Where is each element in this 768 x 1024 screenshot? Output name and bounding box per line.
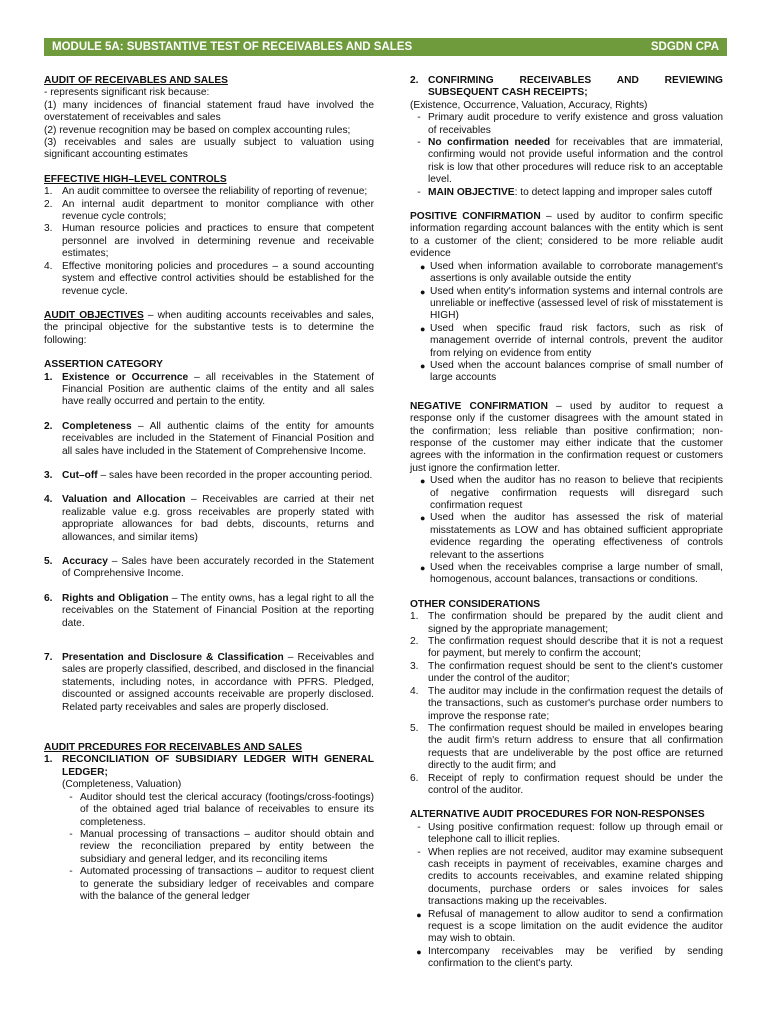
list-item: ● Intercompany receivables may be verified by sending confirmation to the client's party. <box>410 946 723 971</box>
module-title: MODULE 5A: SUBSTANTIVE TEST OF RECEIVABLES AND SALES <box>52 41 413 53</box>
list-item: 5. The confirmation request should be mailed in envelopes bearing the audit firm's return address to ensure that all confirmation requests that are undeliverable by the post office are returned directly to the audit firm; and <box>410 722 723 772</box>
audit-line: - represents significant risk because: <box>44 87 210 99</box>
positive-confirmation-list <box>410 261 723 385</box>
audit-line: (1) many incidences of financial statement fraud have involved the overstatement of receivables and sales <box>44 99 374 124</box>
procedure-1-assertions: (Completeness, Valuation) <box>62 779 182 791</box>
list-item: 2. An internal audit department to monitor compliance with other revenue cycle controls; <box>44 198 374 223</box>
list-item: 1. The confirmation should be prepared by the audit client and signed by the appropriate management; <box>410 611 723 635</box>
list-item: - No confirmation needed for receivables that are immaterial, confirming would not provide useful information and the control risk is low that other procedures will reduce risk to an acceptable level. <box>417 137 723 186</box>
positive-confirmation-paragraph: POSITIVE CONFIRMATION – used by auditor to confirm specific information regarding account balances with the entity which is sent to a customer of the client; considered to be more reliable audit evidence <box>410 211 724 260</box>
page-header-bar <box>44 38 727 56</box>
bullet-icon: ● <box>420 261 426 272</box>
bullet-icon: ● <box>420 476 426 487</box>
procedure-2-list <box>410 112 723 199</box>
list-item: 6. Receipt of reply to confirmation request should be under the control of the auditor. <box>410 772 723 796</box>
bullet-icon: ● <box>420 360 426 371</box>
list-item: - Auditor should test the clerical accuracy (footings/cross-footings) of the obtained aged trial balance of receivables to ensure its completeness. <box>69 791 374 828</box>
negative-confirmation-paragraph: NEGATIVE CONFIRMATION – used by auditor to request a response only if the customer disagrees with the amount stated in the confirmation; less reliable than positive confirmation; non-response of the customer may either indicate that the customer agrees with the information in the confirmation request or customers just ignore the confirmation letter. <box>410 400 723 474</box>
list-item: ● Used when the auditor has assessed the risk of material misstatements as LOW and has obtained sufficient appropriate evidence regarding the operating effectiveness of controls relevant to the assertions <box>420 512 723 561</box>
list-item: 2. The confirmation request should describe that it is not a request for payment, but merely to confirm the account; <box>410 636 723 660</box>
list-item: 1. An audit committee to oversee the reliability of reporting of revenue; <box>44 186 368 198</box>
procedure-1-list <box>44 792 374 904</box>
list-item: 3. Cut–off – sales have been recorded in the proper accounting period. <box>44 469 373 481</box>
list-item: - Manual processing of transactions – auditor should obtain and review the reconciliation prepared by entity between the subsidiary and general ledger, and its reconciling items <box>69 828 374 865</box>
list-item: 4. Valuation and Allocation – Receivables are carried at their net realizable value e.g. gross receivables are properly stated with appropriate allowances for bad debts, discounts, returns and allowances, and similar items) <box>44 494 375 543</box>
list-item: 4. Effective monitoring policies and procedures – a sound accounting system and effective control activities should be established for the revenue cycle. <box>44 260 374 297</box>
audit-line: (3) receivables and sales are usually subject to valuation using significant accounting estimates <box>44 137 374 161</box>
list-item: - Primary audit procedure to verify existence and gross valuation of receivables <box>417 112 723 136</box>
list-item: 2. Completeness – All authentic claims of the entity for amounts receivables are included in the Statement of Financial Position and all sales have included in the Statement of Comprehensive Income. <box>44 420 374 457</box>
bullet-icon: ● <box>420 286 426 297</box>
list-item: ● Used when specific fraud risk factors, such as risk of management override of internal controls, prevent the auditor from relying on evidence from entity <box>420 322 723 359</box>
bullet-icon: ● <box>420 513 426 524</box>
controls-heading: EFFECTIVE HIGH–LEVEL CONTROLS <box>44 173 227 185</box>
procedure-1 <box>44 754 374 779</box>
list-item: 5. Accuracy – Sales have been accurately recorded in the Statement of Comprehensive Income. <box>44 556 374 580</box>
bullet-icon: ● <box>420 563 426 574</box>
list-item: 1. Existence or Occurrence – all receivables in the Statement of Financial Position are authentic claims of the entity and all sales have really occurred and pertain to the entity. <box>44 371 375 408</box>
left-column <box>44 75 374 903</box>
list-item: - Using positive confirmation request: follow up through email or telephone call to illicit replies. <box>417 821 723 846</box>
list-item: ● Used when the account balances comprise of small number of large accounts <box>420 359 723 384</box>
list-item: 6. Rights and Obligation – The entity owns, has a legal right to all the receivables on the Statement of Financial Position at the reporting date. <box>44 592 374 629</box>
list-item: ● Used when information available to corroborate management's assertions is only available outside the entity <box>420 260 723 285</box>
alternative-procedures-list <box>410 822 723 971</box>
other-considerations-heading: OTHER CONSIDERATIONS <box>410 598 540 610</box>
right-column <box>410 75 723 971</box>
list-item: 4. The auditor may include in the confirmation request the details of the transactions, such as customer's purchase order numbers to improve the response rate; <box>410 685 723 722</box>
controls-list <box>44 186 374 298</box>
list-item: - Automated processing of transactions – auditor to request client to generate the subsidiary ledger of receivables and compare with the balance of the general ledger <box>69 866 374 902</box>
audit-heading: AUDIT OF RECEIVABLES AND SALES <box>44 75 228 86</box>
list-item: 2. CONFIRMING RECEIVABLES AND REVIEWING SUBSEQUENT CASH RECEIPTS; <box>410 75 723 99</box>
procedures-heading: AUDIT PRCEDURES FOR RECEIVABLES AND SALES <box>44 742 303 754</box>
list-item: - MAIN OBJECTIVE: to detect lapping and improper sales cutoff <box>417 186 713 198</box>
objectives-paragraph: AUDIT OBJECTIVES – when auditing accounts receivables and sales, the principal objective for the substantive tests is to determine the following: <box>44 309 375 346</box>
bullet-icon: ● <box>416 909 422 920</box>
brand-label: SDGDN CPA <box>650 41 719 53</box>
list-item: ● Refusal of management to allow auditor to send a confirmation request is a scope limitation on the audit evidence the auditor may wish to obtain. <box>410 909 723 946</box>
list-item: - When replies are not received, auditor may examine subsequent cash receipts in payment of receivables, examine charges and credits to accounts receivables, and examine related shipping documents, purchase orders or sales invoices for sales transactions making up the receivables. <box>417 846 723 908</box>
audit-line: (2) revenue recognition may be based on complex accounting rules; <box>44 124 351 136</box>
bullet-icon: ● <box>420 323 426 334</box>
list-item: ● Used when the receivables comprise a large number of small, homogenous, account balances, transactions or conditions. <box>420 562 723 586</box>
negative-confirmation-list <box>410 475 723 587</box>
assertion-heading: ASSERTION CATEGORY <box>44 359 163 371</box>
assertion-list <box>44 372 374 715</box>
procedure-2-assertions: (Existence, Occurrence, Valuation, Accuracy, Rights) <box>410 99 648 111</box>
alternative-procedures-heading: ALTERNATIVE AUDIT PROCEDURES FOR NON-RESPONSES <box>410 809 705 821</box>
list-item: 3. The confirmation request should be sent to the client's customer under the control of the auditor; <box>410 660 723 685</box>
bullet-icon: ● <box>416 946 422 957</box>
other-considerations-list <box>410 611 723 797</box>
list-item: 1. RECONCILIATION OF SUBSIDIARY LEDGER WITH GENERAL LEDGER; <box>44 754 374 778</box>
list-item: 3. Human resource policies and practices to ensure that competent personnel are involved in determining revenue and receivable estimates; <box>44 223 374 260</box>
list-item: ● Used when the auditor has no reason to believe that recipients of negative confirmation requests will disregard such confirmation request <box>420 475 723 511</box>
list-item: 7. Presentation and Disclosure & Classification – Receivables and sales are properly classified, described, and disclosed in the financial statements, including notes, in accordance with PFRS. Pledged, discounted or assigned accounts receivable are properly disclosed. Related party receivables and sales are properly disclosed. <box>44 652 375 713</box>
list-item: ● Used when entity's information systems and internal controls are unreliable or ineffective (assessed level of risk of misstatement is HIGH) <box>420 285 723 322</box>
procedure-2 <box>410 75 723 100</box>
